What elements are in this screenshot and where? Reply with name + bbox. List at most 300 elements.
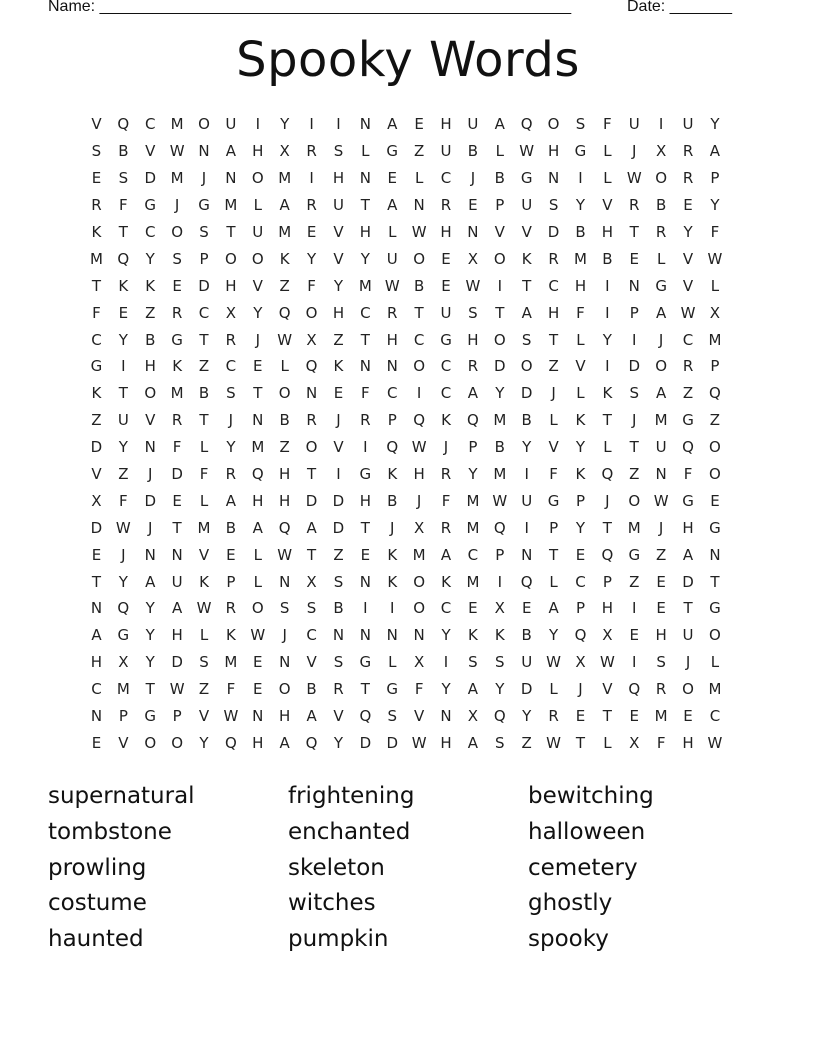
grid-letter[interactable]: R: [387, 303, 398, 322]
grid-letter[interactable]: R: [548, 249, 559, 268]
grid-letter[interactable]: N: [359, 572, 371, 591]
grid-letter[interactable]: M: [466, 491, 480, 510]
grid-letter[interactable]: F: [199, 465, 209, 484]
grid-letter[interactable]: X: [91, 491, 102, 510]
grid-letter[interactable]: S: [468, 653, 478, 672]
grid-letter[interactable]: Q: [359, 707, 372, 726]
grid-letter[interactable]: O: [144, 384, 157, 403]
grid-letter[interactable]: R: [225, 465, 237, 484]
grid-letter[interactable]: Z: [198, 680, 210, 699]
grid-letter[interactable]: V: [198, 545, 210, 564]
grid-letter[interactable]: A: [709, 142, 721, 161]
grid-letter[interactable]: K: [494, 626, 505, 645]
grid-letter[interactable]: W: [546, 733, 561, 752]
grid-letter[interactable]: Q: [305, 357, 318, 376]
grid-letter[interactable]: S: [279, 599, 290, 618]
grid-letter[interactable]: X: [279, 142, 290, 161]
grid-letter[interactable]: X: [629, 733, 640, 752]
grid-letter[interactable]: W: [707, 733, 723, 752]
grid-letter[interactable]: T: [360, 680, 370, 699]
grid-letter[interactable]: M: [708, 330, 722, 349]
grid-letter[interactable]: C: [413, 330, 425, 349]
grid-letter[interactable]: H: [574, 276, 587, 295]
grid-letter[interactable]: L: [603, 438, 612, 457]
grid-letter[interactable]: F: [549, 465, 558, 484]
grid-letter[interactable]: D: [332, 491, 345, 510]
grid-letter[interactable]: Y: [522, 707, 532, 726]
grid-letter[interactable]: B: [467, 142, 479, 161]
grid-letter[interactable]: V: [333, 223, 344, 241]
grid-letter[interactable]: K: [91, 223, 102, 241]
grid-letter[interactable]: J: [336, 411, 341, 430]
grid-letter[interactable]: D: [144, 491, 156, 510]
grid-letter[interactable]: Y: [118, 438, 128, 457]
grid-letter[interactable]: D: [682, 572, 694, 591]
grid-letter[interactable]: P: [387, 411, 397, 430]
grid-letter[interactable]: F: [576, 303, 585, 322]
grid-letter[interactable]: X: [602, 626, 613, 645]
grid-letter[interactable]: T: [602, 707, 612, 726]
grid-letter[interactable]: N: [359, 115, 371, 134]
date-field-label[interactable]: Date: _______: [627, 0, 732, 15]
grid-letter[interactable]: A: [279, 196, 290, 215]
grid-letter[interactable]: X: [118, 653, 129, 672]
grid-letter[interactable]: Q: [117, 599, 130, 618]
grid-letter[interactable]: Q: [709, 384, 721, 403]
grid-letter[interactable]: A: [548, 599, 559, 618]
grid-letter[interactable]: B: [575, 223, 586, 241]
grid-letter[interactable]: Y: [522, 438, 532, 457]
grid-letter[interactable]: L: [388, 653, 397, 672]
grid-letter[interactable]: X: [225, 303, 237, 322]
grid-letter[interactable]: S: [199, 223, 209, 241]
grid-letter[interactable]: Q: [224, 733, 237, 752]
grid-letter[interactable]: O: [709, 438, 721, 457]
grid-letter[interactable]: L: [576, 384, 585, 403]
grid-letter[interactable]: I: [390, 599, 395, 618]
grid-letter[interactable]: S: [199, 653, 209, 672]
grid-letter[interactable]: E: [387, 169, 397, 188]
grid-letter[interactable]: H: [279, 465, 291, 484]
grid-letter[interactable]: G: [709, 518, 721, 537]
grid-letter[interactable]: Y: [118, 330, 128, 349]
grid-letter[interactable]: K: [118, 276, 129, 295]
grid-letter[interactable]: D: [171, 653, 183, 672]
grid-letter[interactable]: K: [172, 357, 183, 376]
grid-letter[interactable]: T: [710, 572, 720, 591]
grid-letter[interactable]: N: [171, 545, 183, 564]
grid-letter[interactable]: V: [306, 653, 317, 672]
grid-letter[interactable]: V: [602, 680, 613, 699]
grid-letter[interactable]: U: [225, 115, 237, 134]
grid-letter[interactable]: R: [333, 680, 344, 699]
grid-letter[interactable]: S: [468, 303, 478, 322]
grid-letter[interactable]: V: [91, 465, 102, 484]
grid-letter[interactable]: I: [121, 357, 126, 376]
grid-letter[interactable]: V: [521, 223, 532, 241]
grid-letter[interactable]: D: [386, 733, 399, 752]
grid-letter[interactable]: M: [493, 465, 507, 484]
grid-letter[interactable]: L: [576, 330, 585, 349]
grid-letter[interactable]: O: [520, 357, 533, 376]
grid-letter[interactable]: Q: [251, 465, 264, 484]
grid-letter[interactable]: Z: [145, 303, 156, 322]
grid-letter[interactable]: M: [89, 249, 103, 268]
grid-letter[interactable]: E: [683, 196, 693, 215]
grid-letter[interactable]: L: [603, 142, 612, 161]
grid-letter[interactable]: B: [521, 411, 532, 430]
grid-letter[interactable]: X: [494, 599, 505, 618]
grid-letter[interactable]: G: [359, 465, 372, 484]
grid-letter[interactable]: M: [493, 411, 507, 430]
grid-letter[interactable]: T: [549, 545, 559, 564]
grid-letter[interactable]: W: [492, 491, 508, 510]
grid-letter[interactable]: H: [386, 330, 398, 349]
grid-letter[interactable]: O: [305, 438, 318, 457]
grid-letter[interactable]: T: [145, 680, 155, 699]
grid-letter[interactable]: D: [305, 491, 318, 510]
grid-letter[interactable]: T: [602, 518, 612, 537]
grid-letter[interactable]: J: [551, 384, 556, 403]
grid-letter[interactable]: O: [655, 169, 668, 188]
grid-letter[interactable]: Y: [145, 249, 155, 268]
grid-letter[interactable]: Y: [333, 733, 344, 752]
grid-letter[interactable]: P: [495, 196, 505, 215]
grid-letter[interactable]: J: [148, 465, 153, 484]
grid-letter[interactable]: W: [277, 330, 293, 349]
grid-letter[interactable]: W: [707, 249, 723, 268]
grid-letter[interactable]: S: [226, 384, 236, 403]
grid-letter[interactable]: Y: [441, 680, 451, 699]
grid-letter[interactable]: I: [443, 653, 449, 672]
grid-letter[interactable]: M: [466, 518, 480, 537]
grid-letter[interactable]: U: [386, 249, 398, 268]
grid-letter[interactable]: H: [279, 491, 291, 510]
grid-letter[interactable]: H: [252, 733, 264, 752]
grid-letter[interactable]: N: [359, 169, 371, 188]
grid-letter[interactable]: I: [497, 572, 503, 591]
grid-letter[interactable]: Q: [467, 411, 479, 430]
grid-letter[interactable]: U: [682, 626, 694, 645]
grid-letter[interactable]: T: [172, 518, 182, 537]
grid-letter[interactable]: U: [521, 653, 533, 672]
grid-letter[interactable]: K: [333, 357, 344, 376]
grid-letter[interactable]: M: [251, 438, 265, 457]
grid-letter[interactable]: O: [493, 249, 506, 268]
grid-letter[interactable]: K: [575, 465, 586, 484]
grid-letter[interactable]: X: [467, 707, 479, 726]
grid-letter[interactable]: J: [282, 626, 287, 645]
grid-letter[interactable]: N: [709, 545, 721, 564]
grid-letter[interactable]: N: [225, 169, 237, 188]
grid-letter[interactable]: V: [198, 707, 210, 726]
grid-letter[interactable]: V: [333, 707, 344, 726]
grid-letter[interactable]: B: [225, 518, 237, 537]
grid-letter[interactable]: F: [119, 196, 128, 215]
grid-letter[interactable]: N: [144, 545, 156, 564]
grid-letter[interactable]: Z: [333, 330, 344, 349]
grid-letter[interactable]: S: [495, 653, 505, 672]
grid-letter[interactable]: J: [470, 169, 476, 188]
grid-letter[interactable]: C: [91, 330, 102, 349]
grid-letter[interactable]: Z: [682, 384, 694, 403]
grid-letter[interactable]: A: [91, 626, 102, 645]
grid-letter[interactable]: M: [197, 518, 211, 537]
grid-letter[interactable]: P: [199, 249, 209, 268]
grid-letter[interactable]: W: [546, 653, 561, 672]
grid-letter[interactable]: F: [361, 384, 370, 403]
grid-letter[interactable]: N: [628, 276, 640, 295]
grid-letter[interactable]: A: [387, 115, 398, 134]
grid-letter[interactable]: G: [144, 196, 157, 215]
grid-letter[interactable]: O: [278, 384, 291, 403]
grid-letter[interactable]: H: [144, 357, 156, 376]
grid-letter[interactable]: V: [602, 196, 613, 215]
grid-letter[interactable]: N: [305, 384, 318, 403]
grid-letter[interactable]: E: [656, 572, 666, 591]
grid-letter[interactable]: J: [443, 438, 449, 457]
grid-letter[interactable]: M: [654, 411, 668, 430]
grid-letter[interactable]: E: [629, 626, 639, 645]
grid-letter[interactable]: I: [605, 276, 610, 295]
grid-letter[interactable]: B: [198, 384, 210, 403]
grid-letter[interactable]: C: [440, 357, 452, 376]
grid-letter[interactable]: X: [306, 572, 317, 591]
grid-letter[interactable]: O: [709, 626, 721, 645]
grid-letter[interactable]: N: [359, 357, 371, 376]
grid-letter[interactable]: Z: [198, 357, 210, 376]
grid-letter[interactable]: D: [144, 169, 156, 188]
grid-letter[interactable]: F: [656, 733, 666, 752]
grid-letter[interactable]: Y: [226, 438, 236, 457]
grid-letter[interactable]: R: [682, 142, 694, 161]
grid-letter[interactable]: E: [306, 223, 317, 241]
grid-letter[interactable]: J: [228, 411, 234, 430]
grid-letter[interactable]: Z: [279, 438, 290, 457]
grid-letter[interactable]: D: [332, 518, 345, 537]
grid-letter[interactable]: X: [413, 518, 425, 537]
grid-letter[interactable]: O: [413, 572, 426, 591]
grid-letter[interactable]: O: [278, 680, 291, 699]
grid-letter[interactable]: R: [360, 411, 371, 430]
grid-letter[interactable]: C: [225, 357, 237, 376]
grid-letter[interactable]: G: [628, 545, 641, 564]
grid-letter[interactable]: N: [655, 465, 667, 484]
grid-letter[interactable]: L: [280, 357, 289, 376]
grid-letter[interactable]: Q: [601, 545, 614, 564]
grid-letter[interactable]: U: [521, 196, 533, 215]
grid-letter[interactable]: R: [171, 411, 183, 430]
grid-letter[interactable]: C: [387, 384, 398, 403]
grid-letter[interactable]: N: [90, 707, 103, 726]
grid-letter[interactable]: L: [199, 626, 209, 645]
grid-letter[interactable]: S: [333, 142, 344, 161]
grid-letter[interactable]: T: [253, 384, 263, 403]
grid-letter[interactable]: H: [682, 518, 694, 537]
grid-letter[interactable]: Q: [520, 115, 533, 134]
grid-letter[interactable]: Y: [118, 572, 128, 591]
grid-letter[interactable]: I: [255, 115, 260, 134]
grid-letter[interactable]: I: [336, 465, 341, 484]
grid-letter[interactable]: K: [441, 411, 451, 430]
grid-letter[interactable]: R: [467, 357, 479, 376]
grid-letter[interactable]: D: [90, 438, 103, 457]
grid-letter[interactable]: L: [199, 491, 209, 510]
grid-letter[interactable]: U: [440, 303, 452, 322]
grid-letter[interactable]: S: [575, 115, 586, 134]
grid-letter[interactable]: C: [575, 572, 586, 591]
grid-letter[interactable]: Z: [656, 545, 667, 564]
grid-letter[interactable]: A: [656, 384, 667, 403]
grid-letter[interactable]: Y: [145, 653, 155, 672]
grid-letter[interactable]: E: [172, 276, 182, 295]
grid-letter[interactable]: H: [682, 733, 694, 752]
grid-letter[interactable]: L: [549, 411, 558, 430]
grid-letter[interactable]: U: [655, 438, 667, 457]
grid-letter[interactable]: N: [198, 142, 210, 161]
grid-letter[interactable]: M: [170, 169, 184, 188]
grid-letter[interactable]: Z: [118, 465, 129, 484]
grid-letter[interactable]: H: [440, 223, 452, 241]
grid-letter[interactable]: D: [494, 357, 506, 376]
grid-letter[interactable]: O: [709, 465, 721, 484]
grid-letter[interactable]: G: [359, 653, 372, 672]
grid-letter[interactable]: T: [414, 303, 424, 322]
grid-letter[interactable]: N: [90, 599, 103, 618]
grid-letter[interactable]: F: [603, 115, 612, 134]
grid-letter[interactable]: O: [171, 223, 184, 241]
grid-letter[interactable]: W: [599, 653, 615, 672]
grid-letter[interactable]: C: [306, 626, 317, 645]
grid-letter[interactable]: N: [252, 411, 264, 430]
grid-letter[interactable]: E: [91, 545, 102, 564]
grid-letter[interactable]: T: [199, 330, 209, 349]
grid-letter[interactable]: M: [627, 518, 641, 537]
grid-letter[interactable]: G: [117, 626, 130, 645]
grid-letter[interactable]: D: [171, 465, 183, 484]
grid-letter[interactable]: X: [575, 653, 586, 672]
grid-letter[interactable]: V: [494, 223, 505, 241]
grid-letter[interactable]: Q: [682, 438, 694, 457]
grid-letter[interactable]: N: [279, 572, 291, 591]
grid-letter[interactable]: P: [172, 707, 182, 726]
grid-letter[interactable]: J: [174, 196, 180, 215]
grid-letter[interactable]: D: [90, 518, 103, 537]
grid-letter[interactable]: O: [493, 330, 506, 349]
grid-letter[interactable]: V: [414, 707, 425, 726]
grid-letter[interactable]: D: [198, 276, 210, 295]
grid-letter[interactable]: W: [250, 626, 266, 645]
grid-letter[interactable]: N: [440, 707, 452, 726]
grid-letter[interactable]: Z: [279, 276, 290, 295]
grid-letter[interactable]: E: [575, 707, 586, 726]
grid-letter[interactable]: X: [709, 303, 721, 322]
grid-letter[interactable]: H: [601, 223, 613, 241]
grid-letter[interactable]: P: [118, 707, 128, 726]
grid-letter[interactable]: V: [252, 276, 263, 295]
grid-letter[interactable]: S: [629, 384, 640, 403]
grid-letter[interactable]: V: [145, 142, 156, 161]
grid-letter[interactable]: Z: [91, 411, 102, 430]
grid-letter[interactable]: Z: [709, 411, 721, 430]
grid-letter[interactable]: T: [226, 223, 236, 241]
grid-letter[interactable]: J: [605, 491, 610, 510]
grid-letter[interactable]: G: [547, 491, 560, 510]
grid-letter[interactable]: U: [682, 115, 694, 134]
grid-letter[interactable]: U: [332, 196, 344, 215]
grid-letter[interactable]: I: [605, 303, 610, 322]
grid-letter[interactable]: S: [306, 599, 317, 618]
grid-letter[interactable]: I: [632, 599, 637, 618]
grid-letter[interactable]: W: [169, 142, 185, 161]
grid-letter[interactable]: Y: [253, 303, 263, 322]
grid-letter[interactable]: R: [629, 196, 640, 215]
grid-letter[interactable]: E: [253, 653, 263, 672]
grid-letter[interactable]: G: [709, 599, 721, 618]
grid-letter[interactable]: F: [226, 680, 236, 699]
grid-letter[interactable]: O: [251, 169, 264, 188]
grid-letter[interactable]: L: [549, 680, 558, 699]
grid-letter[interactable]: M: [278, 223, 292, 241]
grid-letter[interactable]: T: [360, 518, 370, 537]
grid-letter[interactable]: G: [198, 196, 210, 215]
grid-letter[interactable]: C: [709, 707, 721, 726]
grid-letter[interactable]: G: [440, 330, 452, 349]
grid-letter[interactable]: J: [685, 653, 691, 672]
grid-letter[interactable]: E: [441, 276, 451, 295]
grid-letter[interactable]: P: [710, 357, 720, 376]
grid-letter[interactable]: Y: [495, 384, 505, 403]
grid-letter[interactable]: A: [306, 707, 317, 726]
grid-letter[interactable]: F: [119, 491, 128, 510]
grid-letter[interactable]: T: [629, 223, 639, 241]
grid-letter[interactable]: B: [494, 169, 505, 188]
grid-letter[interactable]: E: [629, 249, 639, 268]
grid-letter[interactable]: I: [309, 115, 314, 134]
grid-letter[interactable]: I: [336, 115, 341, 134]
grid-letter[interactable]: J: [121, 545, 126, 564]
grid-letter[interactable]: B: [521, 626, 532, 645]
grid-letter[interactable]: T: [91, 276, 102, 295]
grid-letter[interactable]: E: [172, 491, 182, 510]
grid-letter[interactable]: L: [253, 196, 262, 215]
grid-letter[interactable]: Y: [333, 276, 344, 295]
grid-letter[interactable]: B: [145, 330, 156, 349]
grid-letter[interactable]: R: [548, 707, 559, 726]
grid-letter[interactable]: S: [548, 196, 559, 215]
grid-letter[interactable]: G: [386, 680, 399, 699]
grid-letter[interactable]: O: [198, 115, 210, 134]
grid-letter[interactable]: M: [224, 196, 238, 215]
grid-letter[interactable]: T: [360, 330, 370, 349]
grid-letter[interactable]: T: [306, 465, 317, 484]
name-field-label[interactable]: Name: _____________________________________________________: [48, 0, 572, 15]
grid-letter[interactable]: G: [682, 411, 694, 430]
grid-letter[interactable]: J: [632, 411, 637, 430]
grid-letter[interactable]: G: [682, 491, 694, 510]
grid-letter[interactable]: T: [118, 384, 128, 403]
grid-letter[interactable]: U: [252, 223, 264, 241]
grid-letter[interactable]: W: [411, 733, 427, 752]
grid-letter[interactable]: Y: [602, 330, 612, 349]
grid-letter[interactable]: N: [386, 626, 398, 645]
grid-letter[interactable]: O: [413, 357, 426, 376]
grid-letter[interactable]: J: [416, 491, 422, 510]
grid-letter[interactable]: Q: [520, 572, 533, 591]
grid-letter[interactable]: H: [413, 465, 425, 484]
grid-letter[interactable]: R: [682, 357, 694, 376]
grid-letter[interactable]: I: [578, 169, 583, 188]
